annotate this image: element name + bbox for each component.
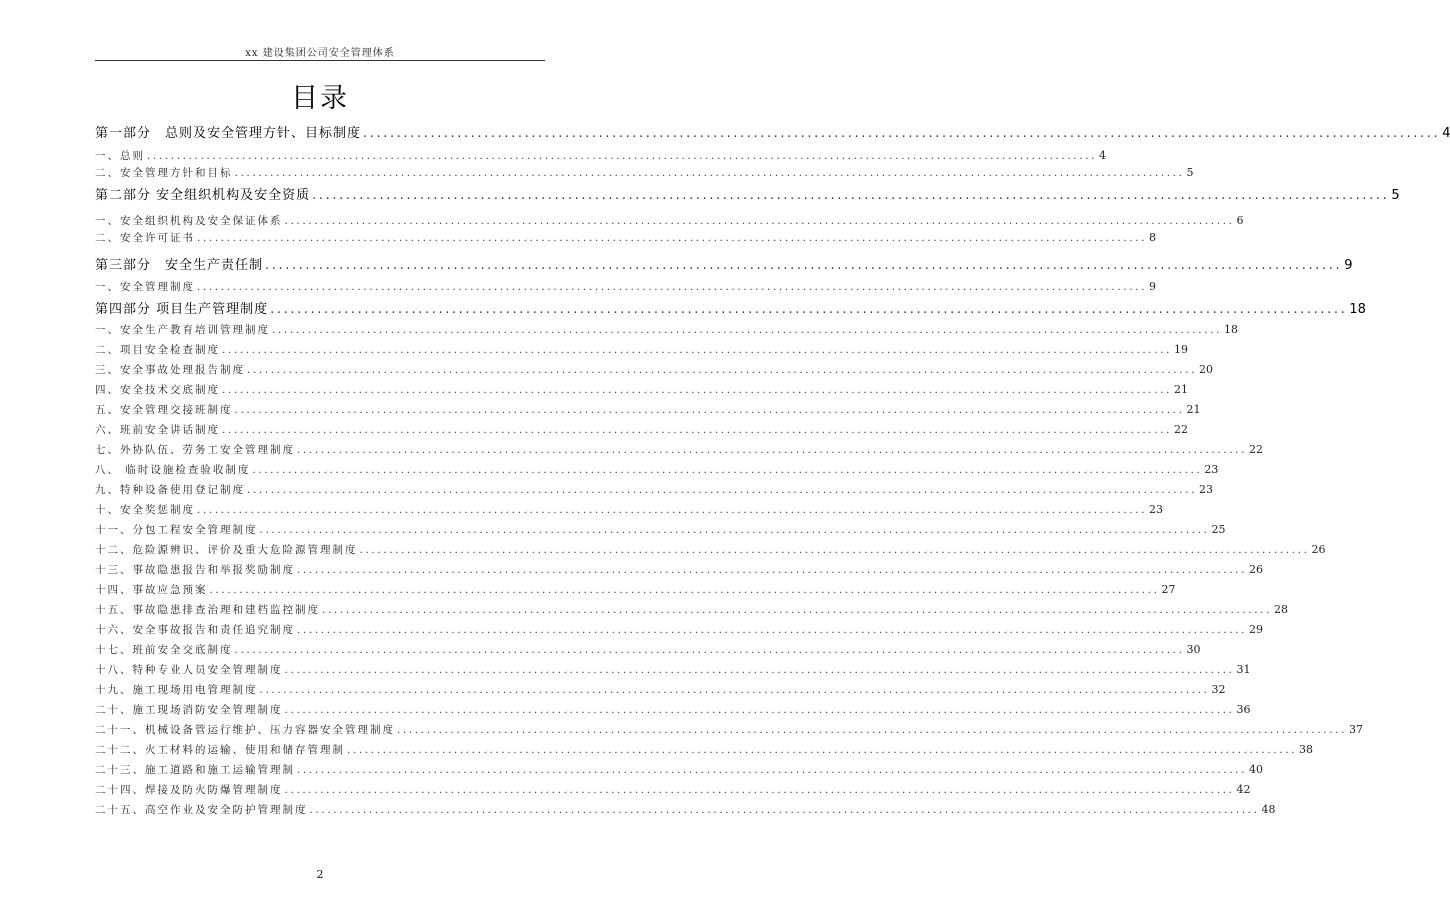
- toc-entry-page: 30: [1186, 643, 1201, 656]
- toc-entry-label: 十二、危险源辨识、评价及重大危险源管理制度: [95, 544, 358, 556]
- toc-section-entry[interactable]: [95, 213, 1244, 228]
- toc-dot-leader: ................................................................................................................................................................: [252, 464, 1203, 476]
- toc-section-entry[interactable]: [95, 582, 1176, 597]
- toc-entry-label: 十三、事故隐患报告和举报奖励制度: [95, 564, 295, 576]
- toc-dot-leader: ................................................................................................................................................................: [222, 424, 1173, 436]
- toc-dot-leader: ................................................................................................................................................................: [265, 258, 1343, 273]
- toc-entry-page: 22: [1174, 423, 1189, 436]
- toc-entry-label: 第三部分 安全生产责任制: [95, 258, 264, 273]
- toc-entry-page: 21: [1186, 403, 1201, 416]
- toc-entry-page: 48: [1261, 803, 1276, 816]
- toc-section-entry[interactable]: [95, 402, 1201, 417]
- toc-entry-page: 38: [1299, 743, 1314, 756]
- toc-dot-leader: ................................................................................................................................................................: [197, 232, 1148, 244]
- toc-section-entry[interactable]: [95, 148, 1107, 163]
- toc-dot-leader: ................................................................................................................................................................: [272, 324, 1223, 336]
- toc-entry-label: 二十、施工现场消防安全管理制度: [95, 704, 283, 716]
- toc-section-entry[interactable]: [95, 782, 1251, 797]
- toc-entry-label: 六、班前安全讲话制度: [95, 424, 220, 436]
- toc-entry-page: 20: [1199, 363, 1214, 376]
- toc-entry-page: 36: [1236, 703, 1251, 716]
- toc-entry-page: 18: [1349, 302, 1366, 317]
- toc-entry-page: 40: [1249, 763, 1264, 776]
- toc-entry-label: 第二部分 安全组织机构及安全资质: [95, 188, 311, 203]
- toc-entry-label: 十九、施工现场用电管理制度: [95, 684, 258, 696]
- toc-section-entry[interactable]: [95, 622, 1264, 637]
- toc-dot-leader: ................................................................................................................................................................: [297, 624, 1248, 636]
- toc-section-entry[interactable]: [95, 165, 1194, 180]
- toc-entry-page: 29: [1249, 623, 1264, 636]
- toc-section-entry[interactable]: [95, 762, 1264, 777]
- toc-dot-leader: ................................................................................................................................................................: [284, 215, 1235, 227]
- toc-entry-page: 18: [1224, 323, 1239, 336]
- toc-entry-page: 4: [1099, 149, 1107, 162]
- toc-entry-label: 十七、班前安全交底制度: [95, 644, 233, 656]
- toc-part-entry[interactable]: [95, 184, 1400, 203]
- toc-section-entry[interactable]: [95, 442, 1264, 457]
- toc-part-entry[interactable]: [95, 254, 1353, 273]
- toc-entry-page: 22: [1249, 443, 1264, 456]
- toc-entry-page: 9: [1344, 258, 1353, 273]
- toc-section-entry[interactable]: [95, 279, 1157, 294]
- toc-dot-leader: ................................................................................................................................................................: [397, 724, 1348, 736]
- toc-section-entry[interactable]: [95, 322, 1239, 337]
- toc-dot-leader: ................................................................................................................................................................: [363, 126, 1441, 141]
- toc-entry-page: 42: [1236, 783, 1251, 796]
- toc-entry-page: 23: [1204, 463, 1219, 476]
- toc-section-entry[interactable]: [95, 682, 1226, 697]
- toc-entry-page: 9: [1149, 280, 1157, 293]
- toc-entry-label: 二、项目安全检查制度: [95, 344, 220, 356]
- toc-section-entry[interactable]: [95, 542, 1326, 557]
- toc-entry-label: 一、安全生产教育培训管理制度: [95, 324, 270, 336]
- toc-dot-leader: ................................................................................................................................................................: [234, 404, 1185, 416]
- toc-dot-leader: ................................................................................................................................................................: [259, 684, 1210, 696]
- toc-section-entry[interactable]: [95, 522, 1226, 537]
- toc-dot-leader: ................................................................................................................................................................: [222, 344, 1173, 356]
- toc-entry-page: 28: [1274, 603, 1289, 616]
- toc-entry-label: 二十三、施工道路和施工运输管理制: [95, 764, 295, 776]
- toc-entry-page: 25: [1211, 523, 1226, 536]
- toc-entry-page: 32: [1211, 683, 1226, 696]
- toc-entry-label: 二十一、机械设备管运行维护、压力容器安全管理制度: [95, 724, 395, 736]
- toc-entry-label: 十一、分包工程安全管理制度: [95, 524, 258, 536]
- toc-dot-leader: ................................................................................................................................................................: [322, 604, 1273, 616]
- toc-entry-page: 21: [1174, 383, 1189, 396]
- toc-dot-leader: ................................................................................................................................................................: [259, 524, 1210, 536]
- toc-dot-leader: ................................................................................................................................................................: [234, 644, 1185, 656]
- toc-dot-leader: ................................................................................................................................................................: [234, 167, 1185, 179]
- toc-section-entry[interactable]: [95, 662, 1251, 677]
- toc-entry-page: 23: [1149, 503, 1164, 516]
- toc-entry-label: 二十四、焊接及防火防爆管理制度: [95, 784, 283, 796]
- toc-entry-label: 十八、特种专业人员安全管理制度: [95, 664, 283, 676]
- toc-section-entry[interactable]: [95, 342, 1189, 357]
- toc-entry-label: 三、安全事故处理报告制度: [95, 364, 245, 376]
- toc-entry-label: 九、特种设备使用登记制度: [95, 484, 245, 496]
- toc-entry-label: 二、安全许可证书: [95, 232, 195, 244]
- toc-dot-leader: ................................................................................................................................................................: [297, 564, 1248, 576]
- toc-entry-page: 5: [1186, 166, 1194, 179]
- toc-entry-label: 四、安全技术交底制度: [95, 384, 220, 396]
- toc-section-entry[interactable]: [95, 702, 1251, 717]
- toc-dot-leader: ................................................................................................................................................................: [197, 504, 1148, 516]
- toc-section-entry[interactable]: [95, 742, 1314, 757]
- toc-dot-leader: ................................................................................................................................................................: [284, 704, 1235, 716]
- toc-entry-page: 4: [1442, 126, 1450, 141]
- toc-entry-page: 19: [1174, 343, 1189, 356]
- toc-entry-page: 8: [1149, 231, 1157, 244]
- toc-dot-leader: ................................................................................................................................................................: [312, 188, 1390, 203]
- toc-entry-page: 23: [1199, 483, 1214, 496]
- toc-dot-leader: ................................................................................................................................................................: [247, 364, 1198, 376]
- toc-section-entry[interactable]: [95, 602, 1289, 617]
- toc-entry-label: 一、总则: [95, 150, 145, 162]
- toc-entry-label: 一、安全组织机构及安全保证体系: [95, 215, 283, 227]
- toc-entry-label: 十五、事故隐患排查治理和建档监控制度: [95, 604, 320, 616]
- toc-section-entry[interactable]: [95, 462, 1219, 477]
- toc-section-entry[interactable]: [95, 230, 1157, 245]
- running-header: xx 建设集团公司安全管理体系: [245, 48, 395, 59]
- toc-part-entry[interactable]: [95, 122, 1450, 141]
- toc-entry-label: 十六、安全事故报告和责任追究制度: [95, 624, 295, 636]
- toc-dot-leader: ................................................................................................................................................................: [284, 784, 1235, 796]
- toc-section-entry[interactable]: [95, 422, 1189, 437]
- toc-entry-label: 二、安全管理方针和目标: [95, 167, 233, 179]
- toc-entry-label: 一、安全管理制度: [95, 281, 195, 293]
- toc-entry-label: 七、外协队伍、劳务工安全管理制度: [95, 444, 295, 456]
- toc-entry-label: 五、安全管理交接班制度: [95, 404, 233, 416]
- toc-section-entry[interactable]: [95, 802, 1276, 817]
- toc-dot-leader: ................................................................................................................................................................: [309, 804, 1260, 816]
- toc-entry-label: 第一部分 总则及安全管理方针、目标制度: [95, 126, 362, 141]
- toc-entry-label: 八、 临时设施检查验收制度: [95, 464, 251, 476]
- toc-entry-label: 二十五、高空作业及安全防护管理制度: [95, 804, 308, 816]
- toc-dot-leader: ................................................................................................................................................................: [147, 150, 1098, 162]
- page-title: 目录: [291, 83, 349, 114]
- toc-section-entry[interactable]: [95, 362, 1214, 377]
- toc-dot-leader: ................................................................................................................................................................: [297, 764, 1248, 776]
- toc-entry-label: 十、安全奖惩制度: [95, 504, 195, 516]
- header-rule: [95, 60, 545, 61]
- toc-entry-label: 二十二、火工材料的运输、使用和储存管理制: [95, 744, 345, 756]
- toc-dot-leader: ................................................................................................................................................................: [222, 384, 1173, 396]
- page-number: 2: [316, 868, 324, 881]
- toc-entry-page: 26: [1311, 543, 1326, 556]
- toc-dot-leader: ................................................................................................................................................................: [197, 281, 1148, 293]
- toc-section-entry[interactable]: [95, 562, 1264, 577]
- toc-part-entry[interactable]: [95, 298, 1366, 317]
- toc-dot-leader: ................................................................................................................................................................: [359, 544, 1310, 556]
- toc-entry-page: 31: [1236, 663, 1251, 676]
- toc-entry-label: 十四、事故应急预案: [95, 584, 208, 596]
- toc-entry-label: 第四部分 项目生产管理制度: [95, 302, 269, 317]
- toc-entry-page: 37: [1349, 723, 1364, 736]
- toc-section-entry[interactable]: [95, 722, 1364, 737]
- toc-entry-page: 27: [1161, 583, 1176, 596]
- toc-section-entry[interactable]: [95, 482, 1214, 497]
- toc-entry-page: 6: [1236, 214, 1244, 227]
- toc-entry-page: 5: [1391, 188, 1400, 203]
- toc-entry-page: 26: [1249, 563, 1264, 576]
- toc-dot-leader: ................................................................................................................................................................: [284, 664, 1235, 676]
- toc-dot-leader: ................................................................................................................................................................: [209, 584, 1160, 596]
- toc-section-entry[interactable]: [95, 642, 1201, 657]
- toc-dot-leader: ................................................................................................................................................................: [297, 444, 1248, 456]
- toc-dot-leader: ................................................................................................................................................................: [247, 484, 1198, 496]
- toc-dot-leader: ................................................................................................................................................................: [270, 302, 1348, 317]
- toc-section-entry[interactable]: [95, 382, 1189, 397]
- toc-section-entry[interactable]: [95, 502, 1164, 517]
- toc-dot-leader: ................................................................................................................................................................: [347, 744, 1298, 756]
